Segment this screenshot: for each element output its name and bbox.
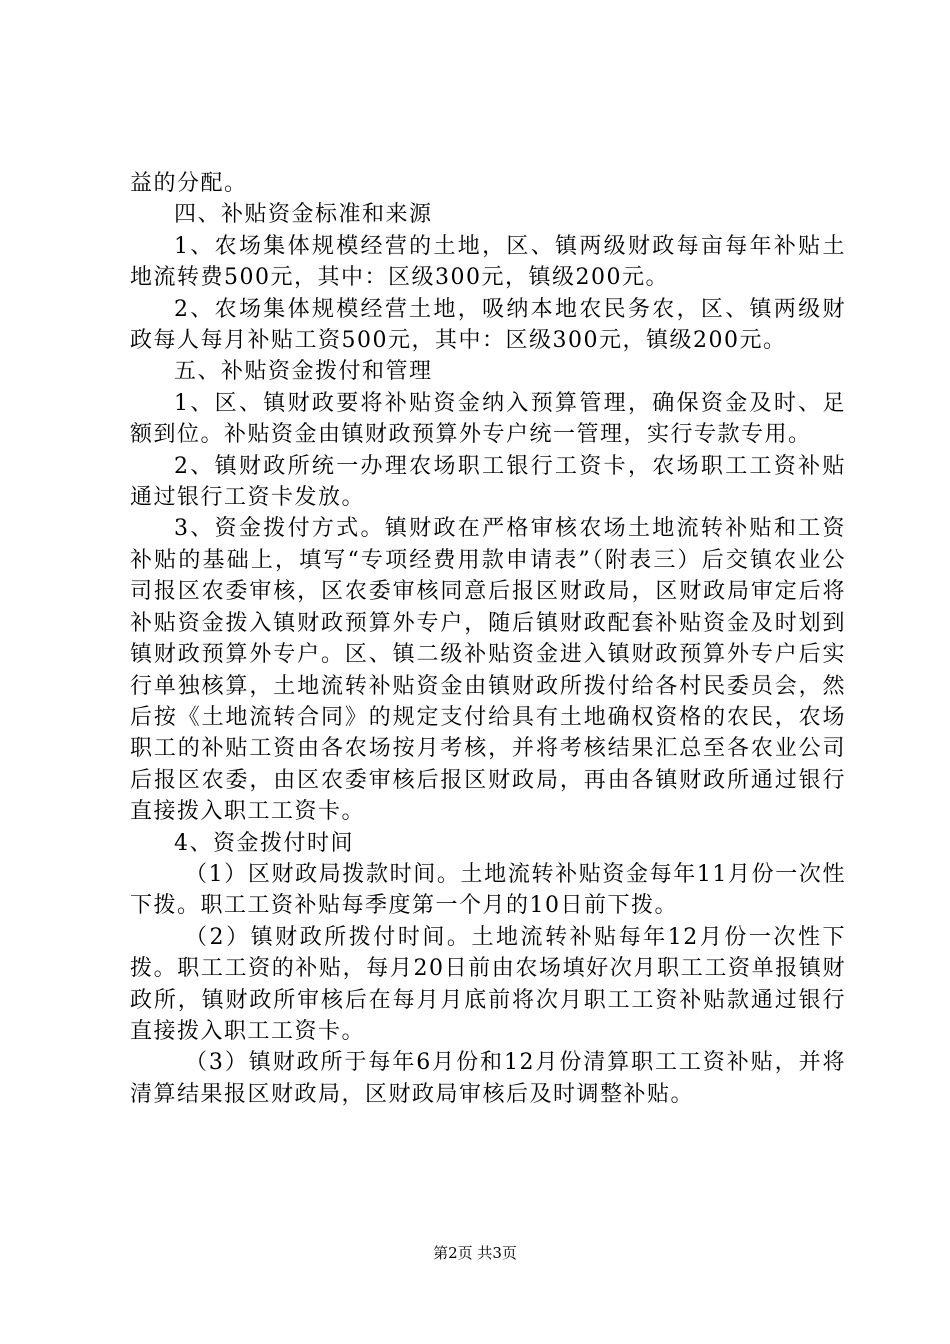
paragraph-5-4-1: （1）区财政局拨款时间。土地流转补贴资金每年11月份一次性下拨。职工工资补贴每季度第一个月的10日前下拨。 bbox=[130, 861, 846, 919]
section-heading-4: 四、补贴资金标准和来源 bbox=[174, 202, 433, 228]
paragraph-5-4: 4、资金拨付时间 bbox=[174, 830, 354, 856]
paragraph-5-4-3: （3）镇财政所于每年6月份和12月份清算职工工资补贴，并将清算结果报区财政局，区财政局审核后及时调整补贴。 bbox=[130, 1050, 846, 1107]
document-body bbox=[130, 168, 846, 1110]
section-heading-5: 五、补贴资金拨付和管理 bbox=[174, 359, 433, 385]
paragraph-5-3: 3、资金拨付方式。镇财政在严格审核农场土地流转补贴和工资补贴的基础上，填写“专项经费用款申请表”（附表三）后交镇农业公司报区农委审核，区农委审核同意后报区财政局，区财政局审定后将补贴资金拨入镇财政预算外专户，随后镇财政配套补贴资金及时划到镇财政预算外专户。区、镇二级补贴资金进入镇财政预算外专户后实行单独核算，土地流转补贴资金由镇财政所拨付给各村民委员会，然后按《土地流转合同》的规定支付给具有土地确权资格的农民，农场职工的补贴工资由各农场按月考核，并将考核结果汇总至各农业公司后报区农委，由区农委审核后报区财政局，再由各镇财政所通过银行直接拨入职工工资卡。 bbox=[130, 516, 846, 825]
paragraph-5-1: 1、区、镇财政要将补贴资金纳入预算管理，确保资金及时、足额到位。补贴资金由镇财政预算外专户统一管理，实行专款专用。 bbox=[130, 390, 846, 448]
paragraph-5-2: 2、镇财政所统一办理农场职工银行工资卡，农场职工工资补贴通过银行工资卡发放。 bbox=[130, 453, 846, 511]
paragraph-4-1: 1、农场集体规模经营的土地，区、镇两级财政每亩每年补贴土地流转费500元，其中：区级300元，镇级200元。 bbox=[130, 233, 846, 291]
paragraph-continuation: 益的分配。 bbox=[130, 171, 248, 196]
paragraph-5-4-2: （2）镇财政所拨付时间。土地流转补贴每年12月份一次性下拨。职工工资的补贴，每月20日前由农场填好次月职工工资单报镇财政所，镇财政所审核后在每月月底前将次月职工工资补贴款通过银行直接拨入职工工资卡。 bbox=[130, 924, 846, 1044]
paragraph-4-2: 2、农场集体规模经营土地，吸纳本地农民务农，区、镇两级财政每人每月补贴工资500元，其中：区级300元，镇级200元。 bbox=[130, 296, 846, 354]
page-number-footer: 第2页 共3页 bbox=[433, 1244, 517, 1262]
